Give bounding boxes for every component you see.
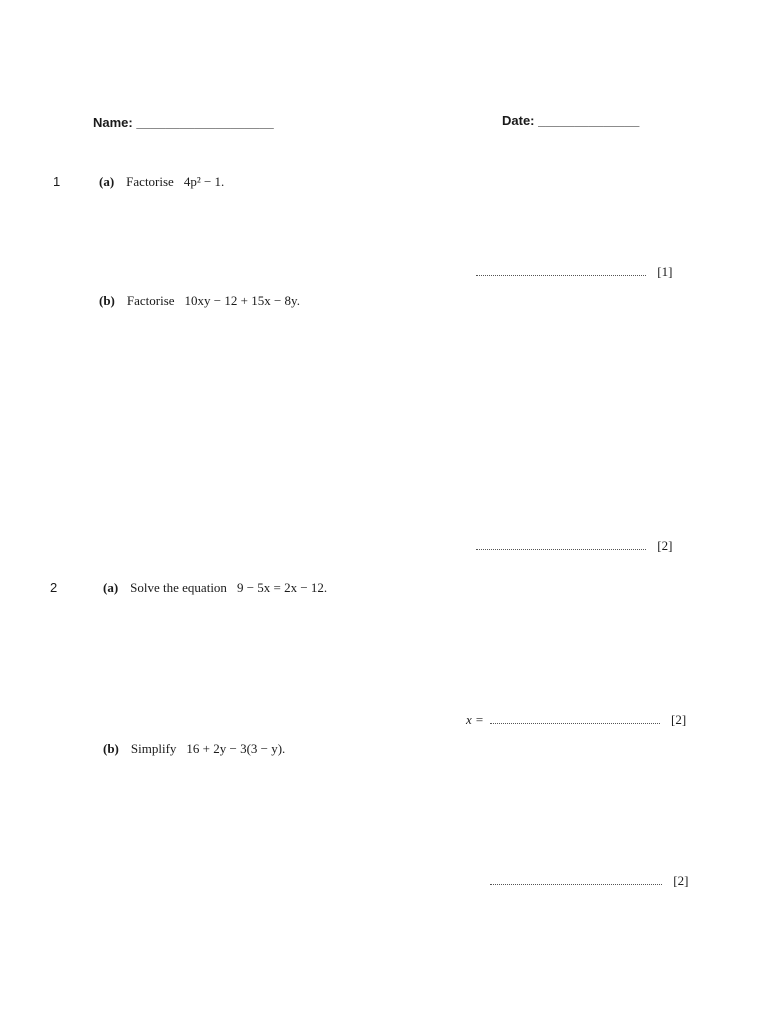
question-verb: Simplify: [130, 741, 177, 756]
question-number: 1: [53, 174, 61, 189]
question-expression: 9 − 5x = 2x − 12.: [236, 580, 328, 595]
question-expression: 10xy − 12 + 15x − 8y.: [184, 293, 300, 308]
name-field-label: Name: ___________________: [93, 115, 274, 130]
question-verb: Solve the equation: [130, 580, 227, 595]
question-1b-prompt: [99, 293, 300, 309]
answer-line-2a: [466, 712, 686, 728]
question-verb: Factorise: [126, 174, 174, 189]
part-label: (b): [103, 741, 119, 756]
part-label: (b): [99, 293, 115, 308]
marks-label: [1]: [657, 264, 673, 279]
marks-label: [2]: [671, 712, 687, 727]
question-expression: 4p² − 1.: [183, 174, 225, 189]
question-2a-prompt: [103, 580, 327, 596]
question-1a-prompt: [99, 174, 224, 190]
answer-line-1a: [476, 264, 672, 280]
answer-dotted-line[interactable]: [490, 884, 662, 885]
part-label: (a): [103, 580, 119, 595]
answer-dotted-line[interactable]: [490, 723, 660, 724]
answer-dotted-line[interactable]: [476, 275, 646, 276]
answer-prefix: x =: [466, 712, 484, 727]
marks-label: [2]: [673, 873, 689, 888]
answer-line-2b: [490, 873, 688, 889]
marks-label: [2]: [657, 538, 673, 553]
answer-dotted-line[interactable]: [476, 549, 646, 550]
part-label: (a): [99, 174, 115, 189]
question-2b-prompt: [103, 741, 285, 757]
question-verb: Factorise: [126, 293, 175, 308]
date-field-label: Date: ______________: [502, 113, 640, 128]
question-expression: 16 + 2y − 3(3 − y).: [186, 741, 286, 756]
answer-line-1b: [476, 538, 672, 554]
question-number: 2: [50, 580, 58, 595]
